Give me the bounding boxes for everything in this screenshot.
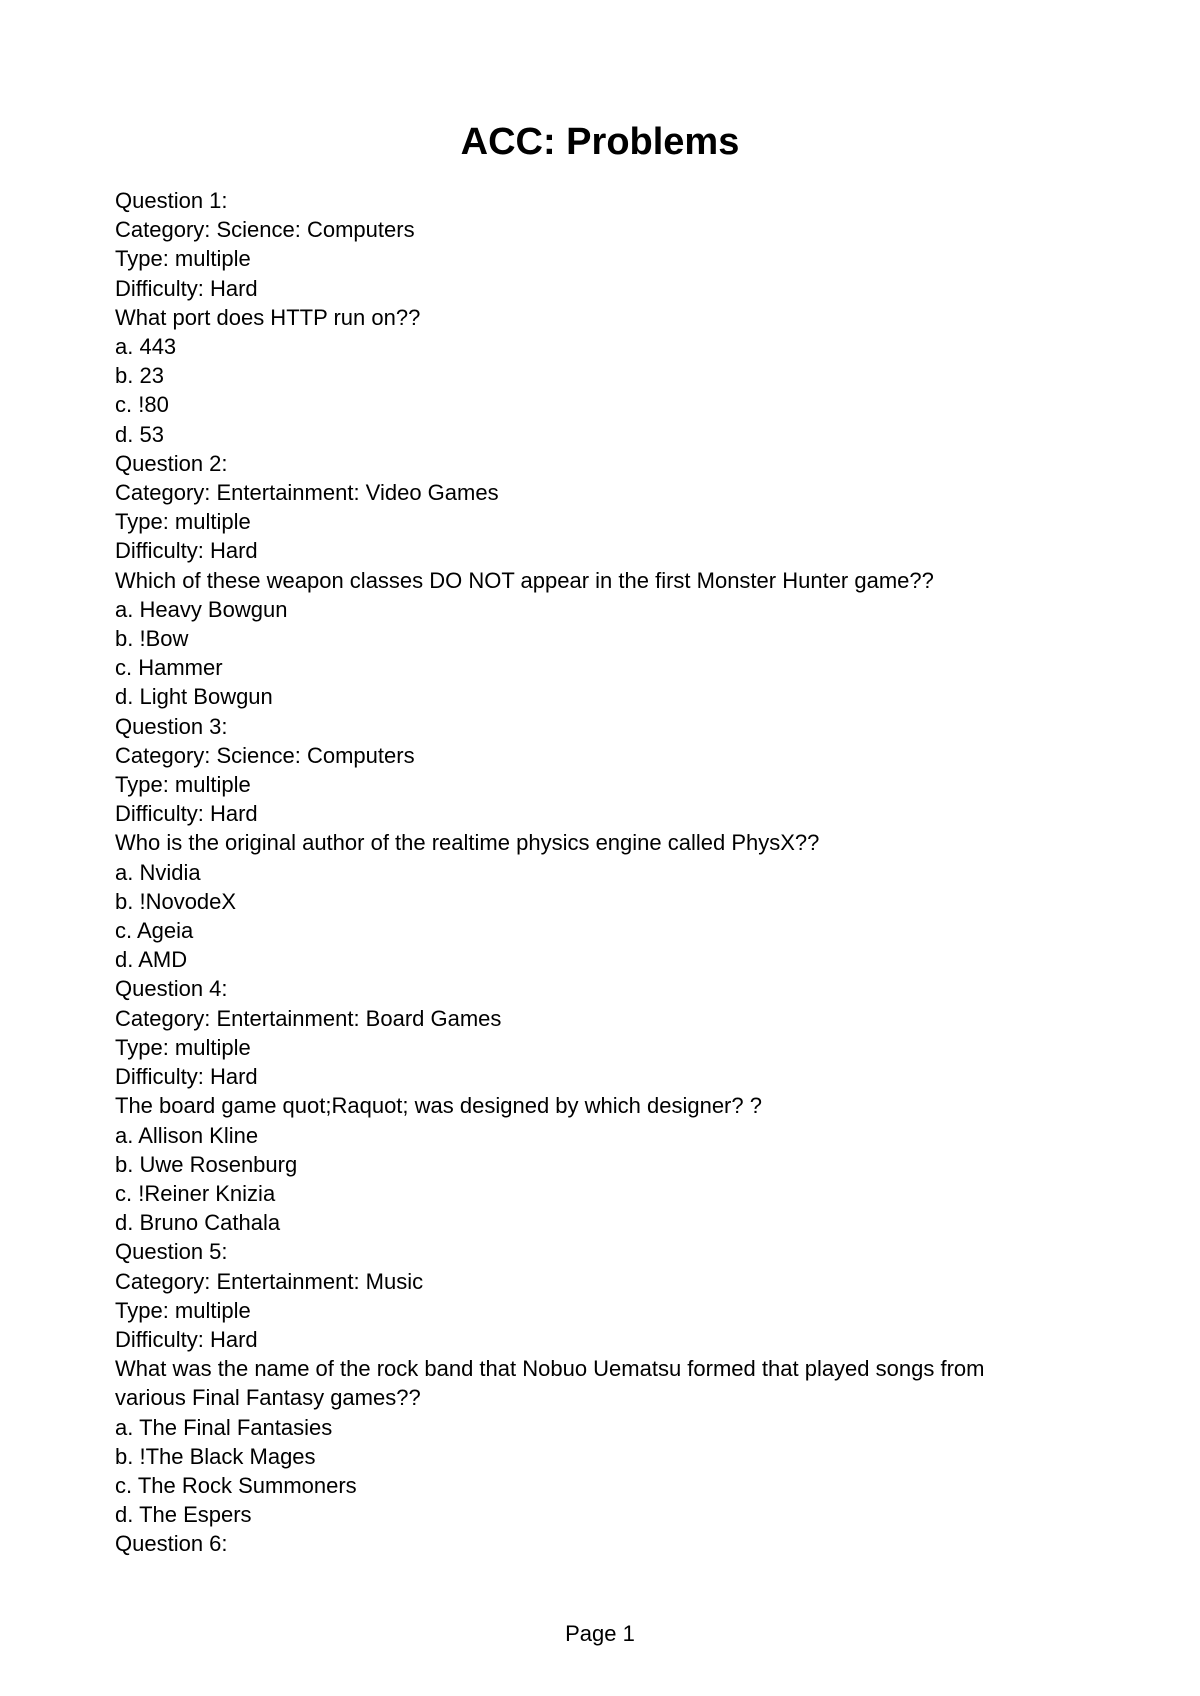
answer-option: a. Heavy Bowgun bbox=[115, 596, 288, 622]
question-difficulty: Difficulty: Hard bbox=[115, 1064, 258, 1090]
answer-option: b. !Bow bbox=[115, 626, 189, 652]
question-block bbox=[115, 186, 1095, 449]
question-text: What port does HTTP run on?? bbox=[115, 304, 421, 330]
question-heading: Question 4: bbox=[115, 976, 228, 1002]
answer-option: b. 23 bbox=[115, 363, 164, 389]
answer-option: a. Nvidia bbox=[115, 859, 201, 885]
question-difficulty: Difficulty: Hard bbox=[115, 801, 258, 827]
answer-option: d. AMD bbox=[115, 947, 188, 973]
question-type: Type: multiple bbox=[115, 1034, 251, 1060]
page-title: ACC: Problems bbox=[460, 121, 740, 163]
question-category: Category: Entertainment: Music bbox=[115, 1268, 424, 1294]
answer-option: b. !The Black Mages bbox=[115, 1443, 316, 1469]
page-number: Page 1 bbox=[565, 1621, 635, 1646]
question-block bbox=[115, 974, 1095, 1237]
question-heading: Question 3: bbox=[115, 713, 228, 739]
question-category: Category: Science: Computers bbox=[115, 217, 415, 243]
question-type: Type: multiple bbox=[115, 509, 251, 535]
answer-option: c. The Rock Summoners bbox=[115, 1472, 357, 1498]
question-difficulty: Difficulty: Hard bbox=[115, 538, 258, 564]
question-text: Who is the original author of the realtime physics engine called PhysX?? bbox=[115, 830, 820, 856]
answer-option: d. Bruno Cathala bbox=[115, 1210, 281, 1236]
answer-option: a. The Final Fantasies bbox=[115, 1414, 333, 1440]
question-block bbox=[115, 1237, 1095, 1529]
question-heading: Question 5: bbox=[115, 1239, 228, 1265]
answer-option: c. Ageia bbox=[115, 918, 194, 944]
question-category: Category: Entertainment: Video Games bbox=[115, 480, 499, 506]
answer-option: c. !80 bbox=[115, 392, 169, 418]
questions-list bbox=[115, 186, 1095, 1559]
question-type: Type: multiple bbox=[115, 772, 251, 798]
question-difficulty: Difficulty: Hard bbox=[115, 1326, 258, 1352]
question-text: Which of these weapon classes DO NOT appear in the first Monster Hunter game?? bbox=[115, 567, 934, 593]
question-block bbox=[115, 712, 1095, 975]
answer-option: d. 53 bbox=[115, 421, 164, 447]
question-block bbox=[115, 449, 1095, 712]
question-block bbox=[115, 1529, 1095, 1558]
question-type: Type: multiple bbox=[115, 246, 251, 272]
answer-option: c. Hammer bbox=[115, 655, 223, 681]
question-heading: Question 1: bbox=[115, 188, 228, 213]
question-text: The board game quot;Raquot; was designed by which designer? ? bbox=[115, 1093, 762, 1119]
question-text-line: various Final Fantasy games?? bbox=[115, 1385, 421, 1411]
answer-option: d. The Espers bbox=[115, 1502, 252, 1528]
question-category: Category: Science: Computers bbox=[115, 742, 415, 768]
question-text-line: What was the name of the rock band that Nobuo Uematsu formed that played songs from bbox=[115, 1356, 985, 1382]
question-category: Category: Entertainment: Board Games bbox=[115, 1005, 502, 1031]
question-heading: Question 2: bbox=[115, 450, 228, 476]
question-heading: Question 6: bbox=[115, 1531, 228, 1557]
question-type: Type: multiple bbox=[115, 1297, 251, 1323]
answer-option: b. Uwe Rosenburg bbox=[115, 1151, 298, 1177]
answer-option: c. !Reiner Knizia bbox=[115, 1180, 276, 1206]
answer-option: d. Light Bowgun bbox=[115, 684, 273, 710]
answer-option: b. !NovodeX bbox=[115, 888, 237, 914]
answer-option: a. 443 bbox=[115, 334, 177, 360]
question-difficulty: Difficulty: Hard bbox=[115, 275, 258, 301]
answer-option: a. Allison Kline bbox=[115, 1122, 259, 1148]
